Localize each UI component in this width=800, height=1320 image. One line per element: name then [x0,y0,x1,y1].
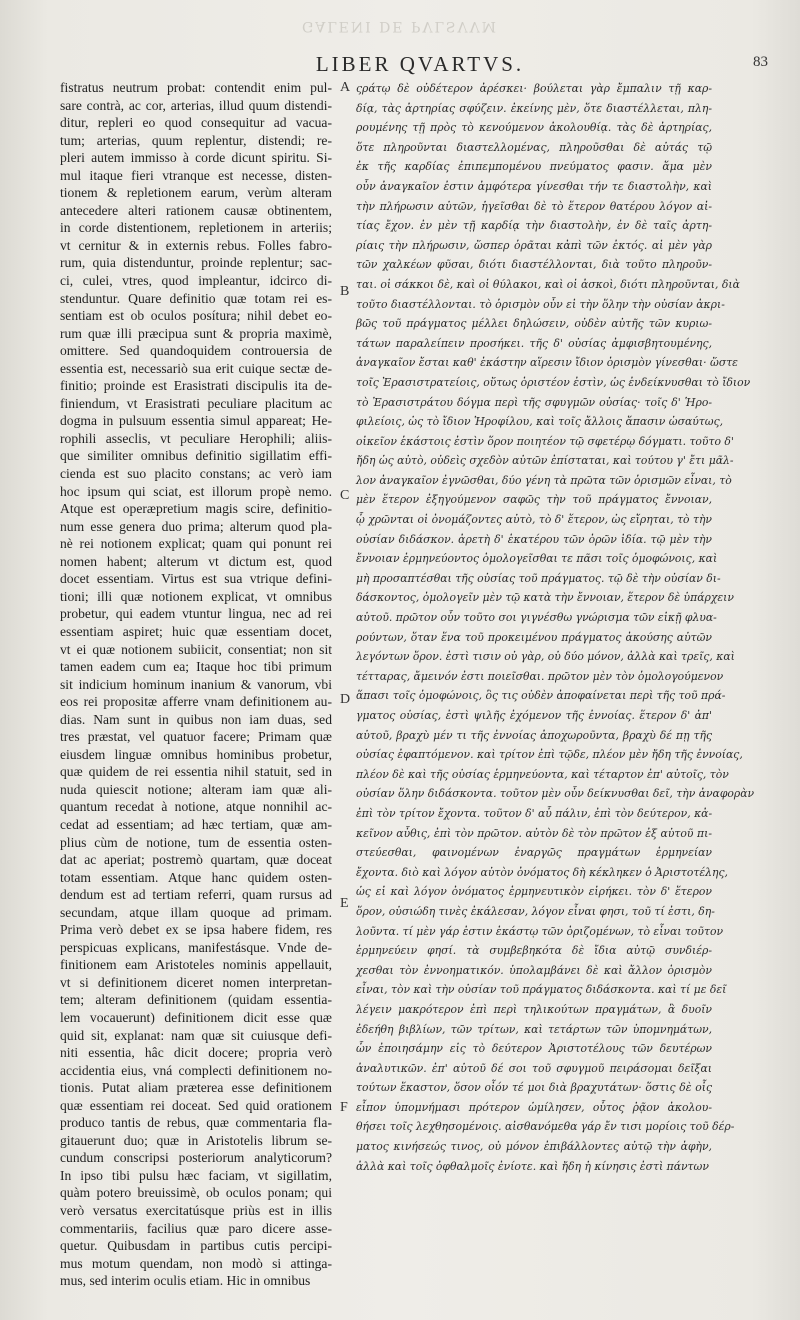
latin-text-line: tem; alteram definitionem (quidam essentia- [60,992,332,1008]
margin-marker-e: E [340,896,349,911]
latin-text-line: dendum est ad tertiam referri, quam rursus ad [60,887,332,903]
latin-text-line: vt cernitur & in externis rebus. Folles fabro- [60,237,332,253]
greek-text-line: πλέον δὲ καὶ τῆς οὐσίας ἑρμηνεύοντα, καὶ τέταρτον ἐπ' αὐτοῖς, τὸν [356,767,729,781]
latin-text-line: plius cùm de notione, tum de essentia osten- [60,834,332,850]
latin-text-line: mul itaque fieri vtranque est necesse, disten- [60,167,332,183]
latin-text-line: quetur. Quibusdam in partibus cutis percipi- [60,1238,332,1254]
greek-text-line: λοῦντα. τί μὲν γάρ ἐστιν ἑκάστῳ τῶν ὁριζομένων, τὸ εἶναι τοῦτον [356,924,724,938]
greek-text-line: ςράτῳ δὲ οὐδέτερον ἀρέσκει· βούλεται γὰρ ἔμπαλιν τῇ καρ- [356,82,712,95]
greek-text-line: εἶναι, τὸν καὶ τὴν οὐσίαν τοῦ πράγματος διδάσκοντα. καὶ τί με δεῖ [356,983,727,997]
greek-text-line: ἔννοιαν ἑρμηνεύοντος ὁμολογεῖσθαι τε πᾶσι τοῖς ὁμοφώνοις, καὶ [356,552,718,566]
greek-text-line: θήσει τοῖς λεχθησομένοις. αἰσθανόμεθα γάρ ἔν τισι μορίοις τοῦ δέρ- [356,1120,735,1134]
latin-text-line: que similiter omnibus definitio sigillatim effi- [60,448,332,464]
latin-text-line: antecedere alteri rationem causæ obtinentem, [60,202,332,218]
page-number: 83 [753,54,768,70]
latin-text-line: commentariis, facilius quæ paro dicere asse- [60,1220,332,1236]
greek-text-line: χεσθαι τὸν ἐννοηματικόν. ὑπολαμβάνει δὲ καὶ ἄλλον ὁρισμὸν [356,963,712,977]
latin-text-line: finiendum, vt Erasistrati peculiare placitum ac [60,395,332,411]
latin-text-line: Atque est operæpretium magis scire, definitio- [60,501,332,517]
greek-text-line: οὖν ἀναγκαῖον ἐστιν ἀμφότερα γίνεσθαι τήν τε διαστολὴν, καὶ [356,179,712,193]
latin-text-line: cundum conscripsi posteriorum analyticorum? [60,1150,332,1166]
latin-text-line: quid sit, explanat: nam quæ sit cuiusque defi- [60,1027,332,1043]
latin-text-line: hoc ipsum qui sciat, est illorum propè nemo. [60,483,332,499]
latin-text-line: produco tantis de rebus, quæ commentaria fla- [60,1115,332,1131]
latin-text-line: vt si definitionem diceret nomen interpretan- [60,974,332,990]
latin-text-line: essentia est, necessariò sua erit cuique sectæ de- [60,360,332,376]
latin-text-line: Prima verò debet ex se ipsa habere fidem, res [60,922,332,938]
greek-text-line: δάσκοντος, ὁμολογεῖν μὲν τῷ κατὰ τὴν ἔννοιαν, ἕτερον δὲ ὑπάρχειν [356,591,734,605]
latin-text-line: nè rei notionem explicat; quam qui ponunt rei [60,536,332,552]
greek-text-line: κεῖνον αὖθις, ἐπὶ τὸν πρῶτον. αὐτὸν δὲ τὸν πρῶτον ἐξ αὐτοῦ πι- [356,826,712,840]
latin-text-line: mus, sed interim oculis etiam. Hic in omnibus [60,1273,311,1289]
latin-text-line: rum quæ illi præcipua sunt & propria maximè, [60,325,332,341]
greek-text-line: ὡς εἰ καὶ λόγον ὀνόματος ἑρμηνευτικὸν εἰρήκει. τὸν δ' ἕτερον [356,885,712,899]
greek-text-line: ρουμένης τῇ πρὸς τὸ κενούμενον ἀκολουθίᾳ. τὰς δὲ ἀρτηρίας, [356,121,712,135]
latin-text-line: dias. Nam sunt in quibus non iam duas, sed [60,711,332,727]
latin-column [60,79,332,1290]
latin-text-line: vt ei quæ notionem subiicit, consentiat; non sit [60,641,332,657]
greek-text-line: οἰκεῖον ἑκάστοις ἐστὶν ὅρον ποιητέον τῷ σφετέρῳ δόγματι. τοῦτο δ' [356,434,734,448]
greek-text-line: λέγειν μακρότερον ἐπὶ περὶ τηλικούτων πραγμάτων, ἃ δυοῖν [356,1002,712,1016]
latin-text-line: omittere. Sed quandoquidem controuersia de [60,343,332,359]
greek-text-line: ματος κινήσεώς τινος, οὐ μόνον ἐπιβάλλοντες αὐτῷ τὴν ἁφὴν, [356,1140,712,1154]
latin-text-line: accidentia eius, vná complecti definitionem no- [60,1062,332,1078]
latin-text-line: mus motum quendam, non modò si attinga- [60,1255,332,1271]
latin-text-line: in corde distentionem, repletionem in arteriis; [60,220,332,236]
greek-text-line: ἀναγκαῖον ἔσται καθ' ἑκάστην αἵρεσιν ἴδιον ὁρισμὸν γίνεσθαι· ὥστε [356,356,738,370]
latin-text-line: cedat ad essentiam; ad hæc tertiam, quæ am- [60,816,332,832]
latin-text-line: nuda quiescit notione; alteram iam quæ ali- [60,781,332,797]
greek-text-line: γματος οὐσίας, ἐστὶ ψιλῆς ἐχόμενον τῆς ἐννοίας. ἕτερον δ' ἀπ' [356,709,712,722]
latin-text-line: tioni; illi quæ notionem explicat, vt omnibus [60,588,332,604]
greek-text-line: τὸ Ἐρασιστράτου δόγμα περὶ τῆς σφυγμῶν οὐσίας· τοῖς δ' Ἡρο- [356,395,712,409]
greek-text-line: ᾧ χρῶνται οἱ ὀνομάζοντες αὐτὸ, τὸ δ' ἕτερον, ὡς εἴρηται, τὸ τὴν [356,513,712,527]
greek-text-line: λεγόντων ὅρον. ἐστὶ τισιν οὐ γὰρ, οὐ δύο μόνον, ἀλλὰ καὶ τρεῖς, καὶ [356,650,735,664]
latin-text-line: quæ quidem de rei essentia nihil statuit, sed in [60,764,332,780]
greek-text-line: ρούντων, ὅταν ἕνα τοῦ προκειμένου πράγματος ἀκούσης αὐτῶν [356,630,712,644]
greek-text-line: αὐτοῦ, βραχὺ μέν τι τῆς ἐννοίας ἀποχωροῦντα, βραχὺ δέ πῃ τῆς [356,728,712,742]
greek-text-line: τούτων ἕκαστον, ὅσον οἷόν τέ μοι διὰ βραχυτάτων· ὅστις δὲ οἷς [356,1081,712,1095]
latin-text-line: niti essentia, hâc dicit docere; propria verò [60,1045,332,1061]
latin-text-line: sentiam est ob oculos posítura; nihil debet eo- [60,308,332,324]
latin-text-line: stenduntur. Quare definitio quæ totam rei es- [60,290,332,306]
latin-text-line: totam essentiam. Atque hanc quidem osten- [60,869,332,885]
greek-text-line: ἀλλὰ καὶ τοῖς ὀφθαλμοῖς ἐνίοτε. καὶ ἤδη ἡ κίνησις ἐστὶ πάντων [356,1159,709,1173]
latin-text-line: tum; arterias, quum replentur, distendi; re- [60,132,332,148]
margin-marker-c: C [340,488,350,503]
margin-marker-b: B [340,284,350,299]
greek-text-line: μὴ προσαπτέσθαι τῆς οὐσίας τοῦ πράγματος. τῷ δὲ τὴν οὐσίαν δι- [356,571,721,585]
latin-text-line: finitio; proinde est Erasistrati discipulis ita de- [60,378,332,394]
greek-text-line: ἐκ τῆς καρδίας ἐπιπεμπομένου πνεύματος φασιν. ἅμα μὲν [356,160,712,174]
latin-text-line: tamen eadem cum ea; Itaque hoc tibi primum [60,659,332,675]
latin-text-line: verò versatus exercitatúsque priùs est in illis [60,1203,332,1218]
latin-text-line: In ipso tibi pulsu hæc faciam, vt sigillatim, [60,1167,332,1183]
latin-text-line: fistratus neutrum probat: contendit enim pul- [60,80,332,95]
latin-text-line: eos rei propositæ afferre vnam definitionem au- [60,694,332,710]
greek-text-line: τοῖς Ἐρασιστρατείοις, οὕτως ὁριστέον ἐστὶν, ὡς ἐνδείκνυσθαι τὸ ἴδιον [356,375,751,389]
greek-text-line: οὐσίας ἐφαπτόμενον. καὶ τρίτον ἐπὶ τῷδε, πλέον μὲν ἤδη τῆς ἐννοίας, [356,748,743,762]
margin-marker-a: A [340,80,351,95]
greek-text-line: ἅπασι τοῖς ὁμοφώνοις, ὃς τις οὐδὲν ἀποφαίνεται περὶ τῆς τοῦ πρά- [356,689,726,703]
latin-text-line: tionis. Putat aliam præterea esse definitionem [60,1080,332,1096]
greek-text-line: ἤδη ὡς αὐτὸ, οὐδεὶς σχεδὸν αὐτῶν ἐπίσταται, καὶ τούτου γ' ἔτι μᾶλ- [356,454,734,468]
greek-text-line: τοῦτο διαστέλλονται. τὸ ὁρισμὸν οὖν εἰ τὴν ὅλην τὴν οὐσίαν ἀκρι- [356,297,725,311]
greek-text-line: φιλείοις, ὡς τὸ ἴδιον Ἡροφίλου, καὶ τοῖς ἄλλοις ἅπασιν ὡσαύτως, [356,415,724,429]
latin-text-line: num esse genera duo prima; alterum quod pla- [60,518,332,534]
latin-text-line: ci, culei, vtres, quod impleantur, idcirco di- [60,273,332,289]
latin-text-line: rum, quia distenduntur, proinde replentur; sac- [60,255,332,271]
greek-text-line: τίας ἔχον. ἐν μὲν τῇ καρδίᾳ τὴν διαστολὴν, ἐν δὲ ταῖς ἀρτη- [356,219,712,233]
greek-text-line: ὅτε πληροῦνται διαστελλομένας, πληροῦσθαι δὲ αὐτάς τῷ [356,140,712,154]
greek-text-line: εἶπον ὑπομνήμασι πρότερον ὡμίλησεν, οὗτος ῥᾷον ἀκολου- [356,1100,712,1114]
greek-text-line: ὅρον, οὐσιώδη τινὲς ἐκάλεσαν, λόγον εἶναι φησι, τοῦ τί ἐστι, δη- [356,904,715,918]
greek-text-line: ἑρμηνεύειν φησί. τὰ συμβεβηκότα δὲ ἴδια αὐτῷ συνδιέρ- [356,944,712,958]
greek-text-line: δίᾳ, τὰς ἀρτηρίας σφύζειν. ἐκείνης μὲν, ὅτε διαστέλλεται, πλη- [356,101,712,115]
latin-text-line: sare contrà, ac cor, arterias, illud quum distendi- [60,97,332,113]
greek-text-line: τέτταρας, ἄμεινόν ἐστι ποιεῖσθαι. πρῶτον μὲν τὸν ὁμολογούμενον [356,669,724,683]
greek-text-line: τῶν χαλκέων φῦσαι, διότι διαστέλλονται, διὰ τοῦτο πληροῦν- [356,258,712,272]
latin-text-line: quantum recedat à notione, atque nonnihil ac- [60,799,332,815]
greek-column [356,79,755,1176]
latin-text-line: docet essentiam. Virtus est sua vtrique defini- [60,571,332,587]
margin-marker-f: F [340,1100,348,1115]
latin-text-line: lem vocauerunt) definitionem dicit esse quæ [60,1009,332,1025]
latin-text-line: dat ac aperiat; postremò quartam, quæ doceat [60,852,332,868]
bleed-through-text: GALENI DE PVLSVVM [302,18,498,34]
running-title: LIBER QVARTVS. [315,52,525,76]
latin-text-line: ditur, repleri eo quod consequitur ad vacua- [60,115,332,131]
latin-text-line: dogma in pulsuum essentia simul appareat; He- [60,413,332,429]
latin-text-line: cienda est suo placito constans; ac verò iam [60,466,332,482]
greek-text-line: αὐτοῦ. πρῶτον οὖν τοῦτο σοι γιγνέσθω γνώρισμα τῶν εἰκῇ φλυα- [356,611,717,625]
latin-text-line: perspicuas explicans, manifestásque. Vnde de- [60,939,332,955]
greek-text-line: ἀναλυτικῶν. ἐπ' αὐτοῦ δέ σοι τοῦ σφυγμοῦ πειράσομαι δεῖξαι [356,1061,712,1075]
latin-text-line: gitauerunt duo; quæ in Aristotelis librum se- [60,1132,332,1148]
latin-text-line: quæ essentiam rei doceat. Sed quid orationem [60,1097,332,1113]
latin-text-line: eiusdem linguæ omnibus hominibus probetur, [60,746,332,762]
latin-text-line: secundam, atque illam quoque ad primam. [60,904,332,920]
greek-text-line: στεύεσθαι, φαινομένων ἐναργῶς πραγμάτων ἑρμηνείαν [356,846,712,860]
latin-text-line: tionem & repletionem earum, verùm alteram [60,185,332,201]
latin-text-line: sit indicium hominum inanium & vanorum, vbi [60,676,332,692]
latin-text-line: essentiam aspiret; huic quæ essentiam docet, [60,623,332,639]
greek-text-line: οὐσίαν διδάσκον. ἀρετὴ δ' ἑκατέρου τῶν ὁρῶν ἰδία. τῷ μὲν τὴν [356,532,712,546]
greek-text-line: ρίαις τὴν πλήρωσιν, ὥσπερ ὁρᾶται κἀπὶ τῶν ἐκτός. αἱ μὲν γὰρ [356,238,712,252]
page-header [0,52,800,82]
greek-text-line: ἔχοντα. διὸ καὶ λόγον αὐτὸν ὀνόματος δὴ κέκληκεν ὁ Ἀριστοτέλης, [356,865,728,879]
greek-text-line: ὧν ἐποιησάμην εἰς τὸ δεύτερον Ἀριστοτέλους τῶν δευτέρων [356,1042,712,1056]
greek-text-line: μὲν ἕτερον ἐξηγούμενον σαφῶς τὴν τοῦ πράγματος ἔννοιαν, [356,493,712,507]
greek-text-line: ἐδεήθη βιβλίων, τῶν τρίτων, καὶ τετάρτων τῶν ὑπομνημάτων, [356,1022,712,1036]
latin-text-line: probetur, qui eadem vtuntur lingua, nec ad rei [60,606,332,622]
greek-text-line: οὐσίαν ὅλην διδάσκοντα. τοῦτον μὲν οὖν δείκνυσθαι δεῖ, τὴν ἀναφορὰν [356,787,755,801]
greek-text-line: ται. οἱ σάκκοι δὲ, καὶ οἱ θύλακοι, καὶ οἱ ἀσκοὶ, διότι πληροῦνται, διὰ [356,277,740,291]
greek-text-line: βῶς τοῦ πράγματος μέλλει δηλώσειν, οὐδὲν αὐτῆς τῶν κυριω- [356,317,712,331]
margin-marker-d: D [340,692,351,707]
latin-text-line: rophili asseclis, vt peculiare Herophili; aliis- [60,430,332,446]
latin-text-line: tres præstat, vel quatuor facere; Primam quæ [60,729,332,745]
greek-text-line: λον ἀναγκαῖον ἐγνῶσθαι, δύο γένη τὰ πρῶτα τῶν ὁρισμῶν εἶναι, τὸ [356,473,732,487]
latin-text-line: quàm potero breuissimè, ob oculos ponam; qui [60,1185,332,1201]
latin-text-line: nomen habent; alterum vt dictum est, quod [60,553,332,569]
greek-text-line: τὴν πλήρωσιν αὐτῶν, ἡγεῖσθαι δὲ τὸ ἕτερον θατέρου λόγον αἰ- [356,199,712,213]
latin-text-line: finitionem eam Aristoteles nominis appellauit, [60,957,332,973]
greek-text-line: ἐπὶ τὸν τρίτον ἔχοντα. τοῦτον δ' αὖ πάλιν, ἐπὶ τὸν δεύτερον, κἀ- [356,806,713,820]
greek-text-line: τάτων παραλείπειν προσήκει. τῆς δ' οὐσίας ἀμφισβητουμένης, [356,336,712,350]
latin-text-line: pleri autem immisso à corde dicunt spiritu. Si- [60,150,332,166]
